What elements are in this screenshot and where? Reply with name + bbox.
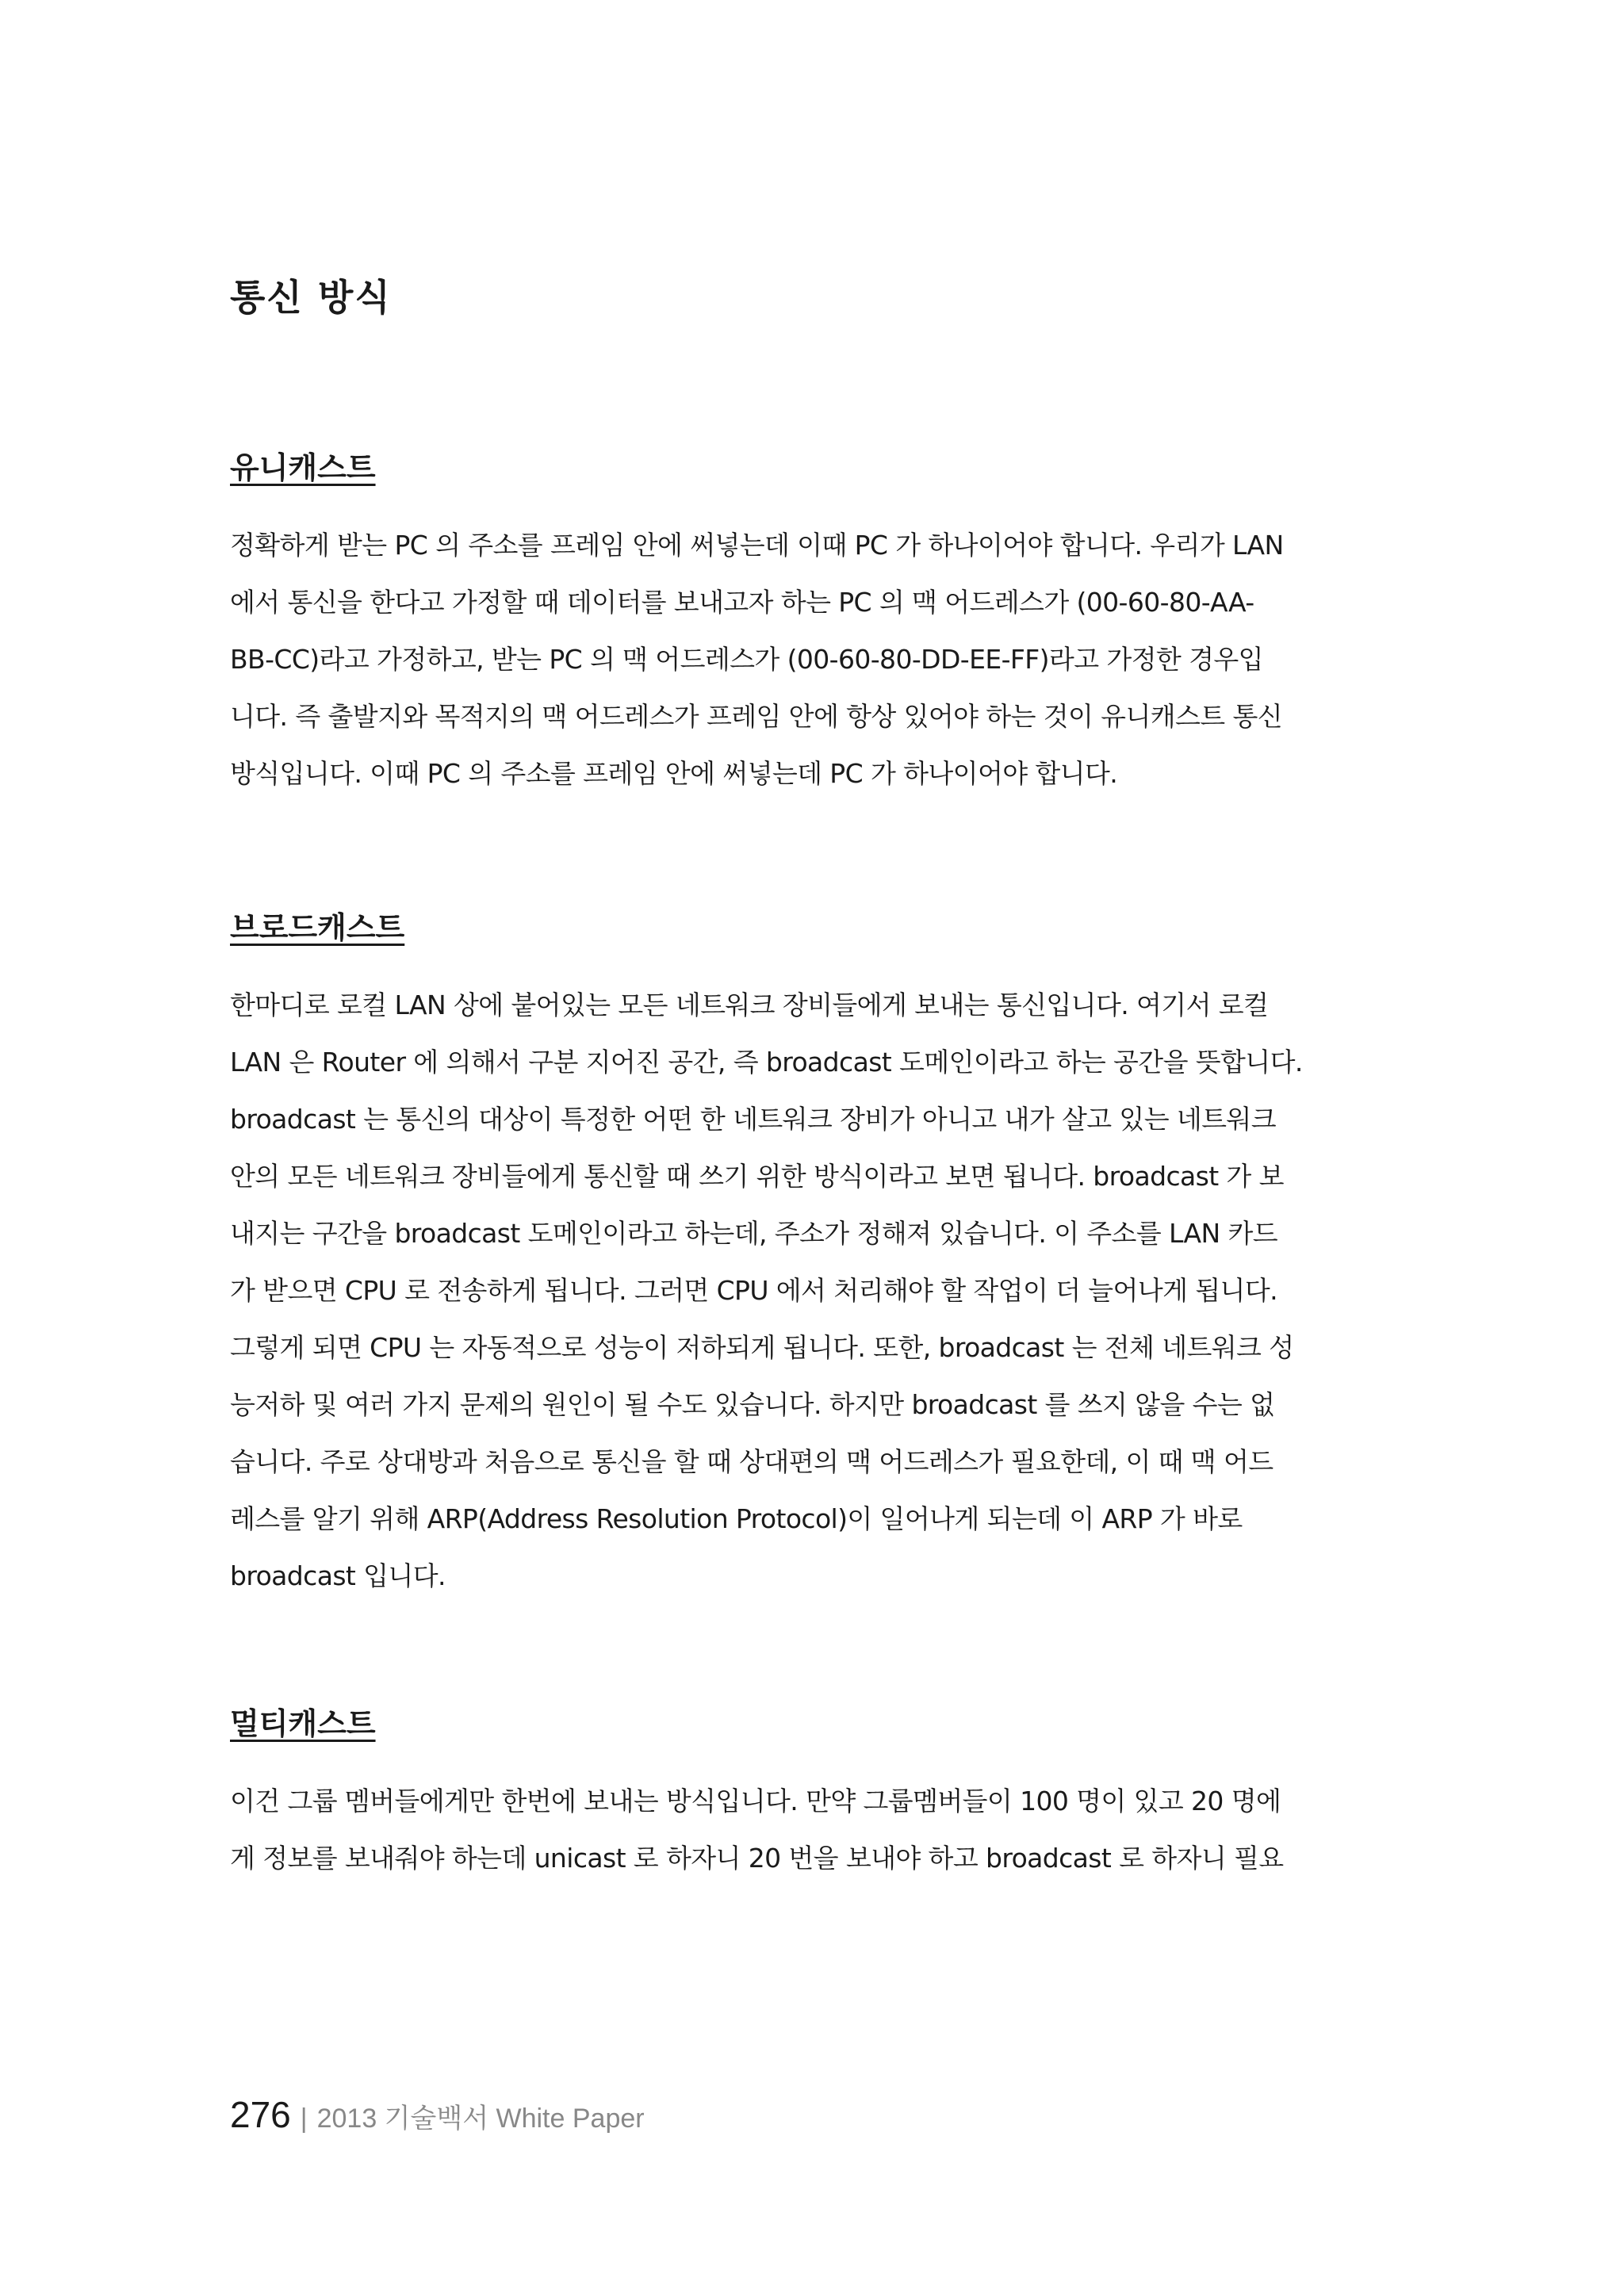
paragraph-unicast <box>230 517 1411 802</box>
text-line: broadcast 입니다. <box>230 1560 446 1591</box>
text-line: 니다. 즉 출발지와 목적지의 맥 어드레스가 프레임 안에 항상 있어야 하는 것이 유니캐스트 통신 <box>230 700 1283 732</box>
text-line: 에서 통신을 한다고 가정할 때 데이터를 보내고자 하는 PC 의 맥 어드레스가 (00-60-80-AA- <box>230 586 1254 618</box>
paragraph-multicast <box>230 1773 1411 1887</box>
page-title: 통신 방식 <box>230 276 392 319</box>
text-line: 게 정보를 보내줘야 하는데 unicast 로 하자니 20 번을 보내야 하고 broadcast 로 하자니 필요 <box>230 1842 1284 1874</box>
text-line: BB-CC)라고 가정하고, 받는 PC 의 맥 어드레스가 (00-60-80-DD-EE-FF)라고 가정한 경우입 <box>230 643 1263 675</box>
section-heading-broadcast: 브로드캐스트 <box>230 910 405 945</box>
paragraph-broadcast <box>230 977 1411 1605</box>
text-line: 레스를 알기 위해 ARP(Address Resolution Protocol)이 일어나게 되는데 이 ARP 가 바로 <box>230 1503 1243 1534</box>
text-line: 안의 모든 네트워크 장비들에게 통신할 때 쓰기 위한 방식이라고 보면 됩니다. broadcast 가 보 <box>230 1160 1284 1192</box>
footer-publication-title: 2013 기술백서 White Paper <box>316 2104 645 2134</box>
text-line: 가 받으면 CPU 로 전송하게 됩니다. 그러면 CPU 에서 처리해야 할 작업이 더 늘어나게 됩니다. <box>230 1274 1278 1306</box>
section-heading-unicast: 유니캐스트 <box>230 450 376 485</box>
section-heading-multicast: 멀티캐스트 <box>230 1706 376 1741</box>
text-line: 이건 그룹 멤버들에게만 한번에 보내는 방식입니다. 만약 그룹멤버들이 100 명이 있고 20 명에 <box>230 1785 1281 1816</box>
text-line: 내지는 구간을 broadcast 도메인이라고 하는데, 주소가 정해져 있습니다. 이 주소를 LAN 카드 <box>230 1217 1278 1249</box>
text-line: 한마디로 로컬 LAN 상에 붙어있는 모든 네트워크 장비들에게 보내는 통신입니다. 여기서 로컬 <box>230 989 1269 1020</box>
page-footer <box>230 2093 645 2136</box>
text-line: 습니다. 주로 상대방과 처음으로 통신을 할 때 상대편의 맥 어드레스가 필요한데, 이 때 맥 어드 <box>230 1445 1274 1477</box>
text-line: 그렇게 되면 CPU 는 자동적으로 성능이 저하되게 됩니다. 또한, broadcast 는 전체 네트워크 성 <box>230 1331 1294 1363</box>
section-unicast <box>230 450 1411 802</box>
footer-separator: | <box>300 2104 308 2134</box>
text-line: 정확하게 받는 PC 의 주소를 프레임 안에 써넣는데 이때 PC 가 하나이어야 합니다. 우리가 LAN <box>230 529 1284 561</box>
text-line: LAN 은 Router 에 의해서 구분 지어진 공간, 즉 broadcast 도메인이라고 하는 공간을 뜻합니다. <box>230 1046 1303 1078</box>
page-number: 276 <box>230 2094 291 2135</box>
section-multicast <box>230 1706 1411 1887</box>
text-line: 방식입니다. 이때 PC 의 주소를 프레임 안에 써넣는데 PC 가 하나이어야 합니다. <box>230 757 1118 789</box>
text-line: 능저하 및 여러 가지 문제의 원인이 될 수도 있습니다. 하지만 broadcast 를 쓰지 않을 수는 없 <box>230 1388 1275 1420</box>
text-line: broadcast 는 통신의 대상이 특정한 어떤 한 네트워크 장비가 아니고 내가 살고 있는 네트워크 <box>230 1103 1276 1135</box>
section-broadcast <box>230 910 1411 1605</box>
